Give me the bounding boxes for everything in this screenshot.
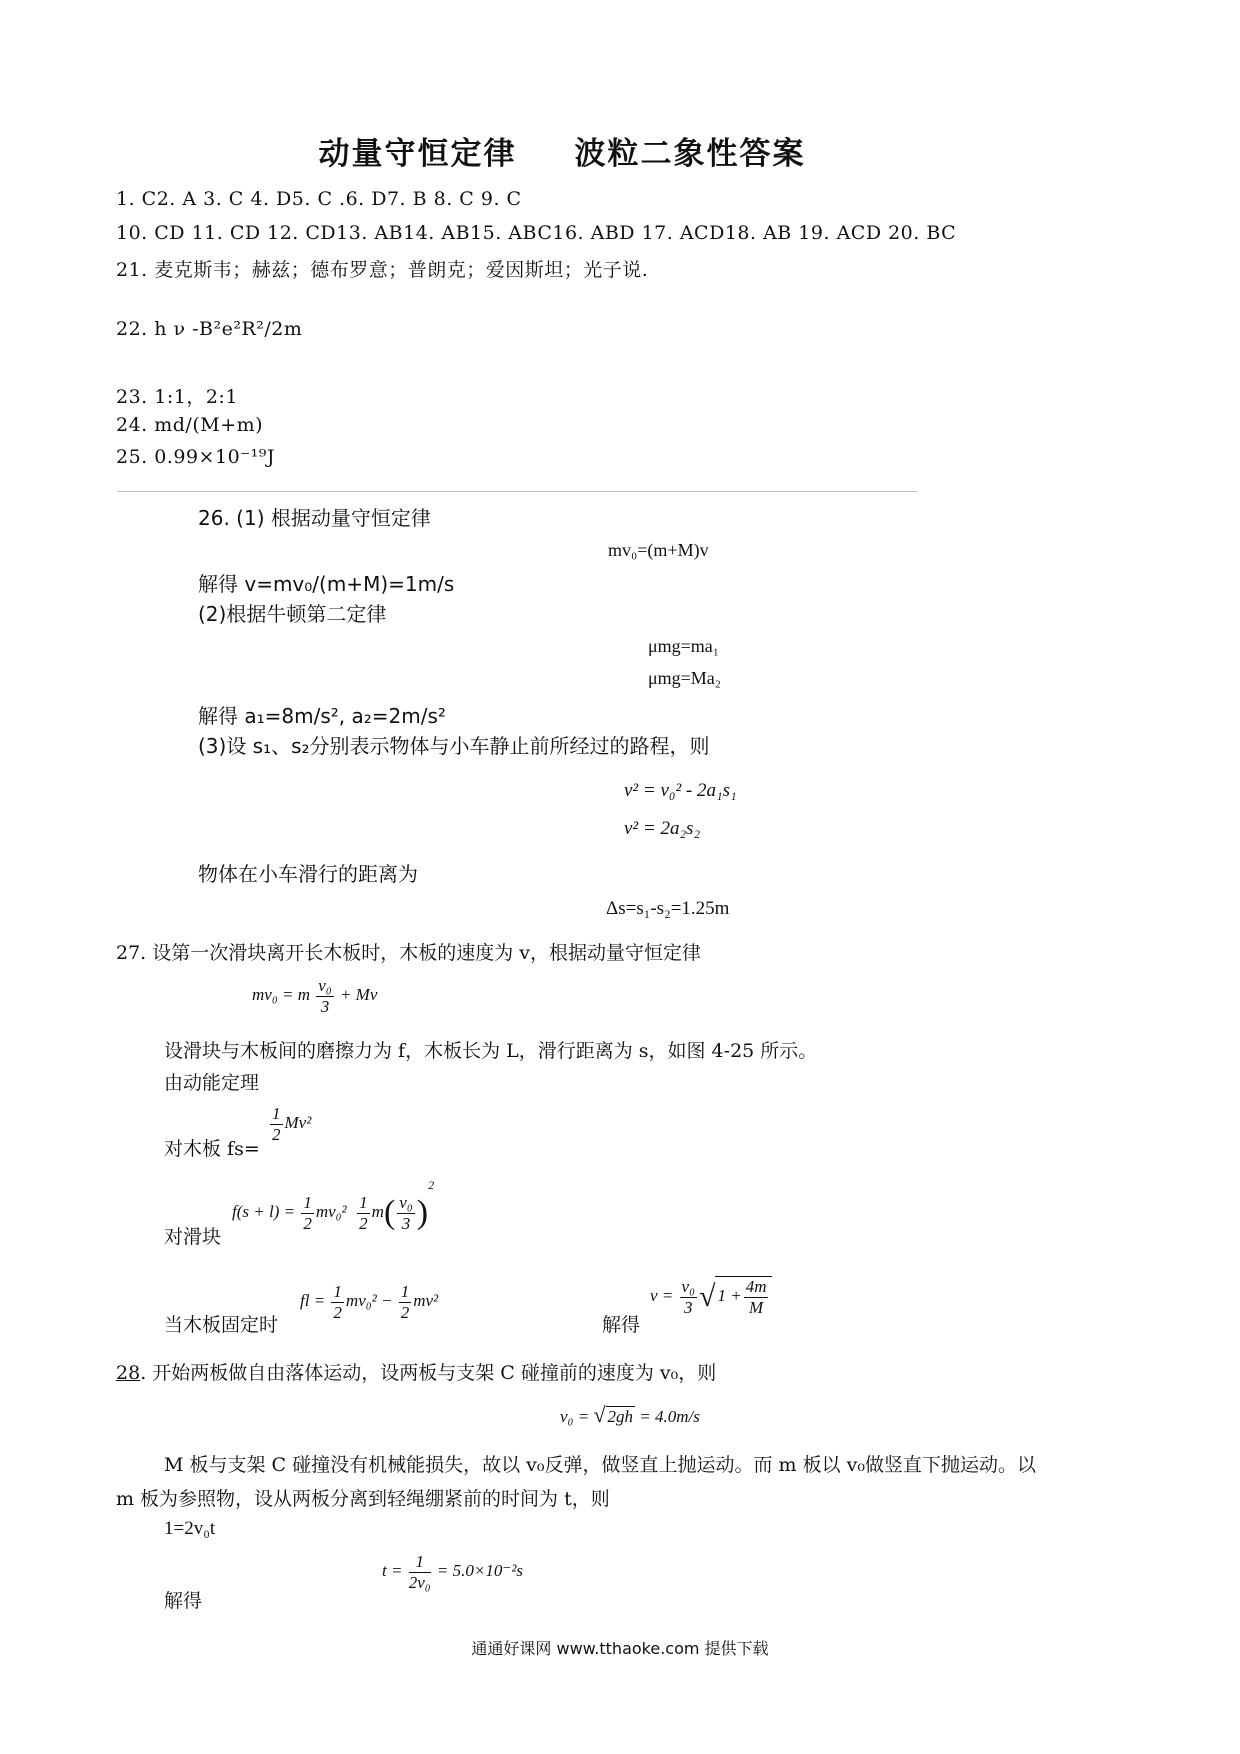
q26-eq4: v² = v₀² - 2a₁s₁ (624, 780, 737, 801)
q27-board-label: 对木板 fs= (164, 1138, 260, 1160)
q27-energy-theorem: 由动能定理 (164, 1072, 260, 1094)
q27-fixed-label: 当木板固定时 (164, 1314, 279, 1336)
q26-solve2: 解得 a₁=8m/s², a₂=2m/s² (198, 704, 446, 728)
q28-solve-label: 解得 (164, 1590, 203, 1612)
divider (117, 491, 917, 492)
answer-23: 23. 1:1，2:1 (116, 386, 238, 408)
q28-para2: m 板为参照物，设从两板分离到轻绳绷紧前的时间为 t，则 (116, 1488, 610, 1510)
q27-intro: 27. 设第一次滑块离开长木板时，木板的速度为 v，根据动量守恒定律 (116, 942, 702, 964)
q28-eq3: t = $\frac{1}{\text{2v₀}}$ = 5.0×10⁻²s (382, 1552, 524, 1592)
q26-part3: (3)设 s₁、s₂分别表示物体与小车静止前所经过的路程，则 (198, 734, 710, 758)
q26-eq1: mv₀=(m+M)v (608, 540, 709, 560)
q26-eq2: μmg=ma₁ (648, 636, 720, 656)
q28-para1: M 板与支架 C 碰撞没有机械能损失，故以 v₀反弹，做竖直上抛运动。而 m 板以 v₀做竖直下抛运动。以 (164, 1454, 1036, 1476)
q26-distance-text: 物体在小车滑行的距离为 (198, 862, 418, 886)
q26-eq5: v² = 2a₂s₂ (624, 818, 701, 839)
footer-credit: 通通好课网 www.tthaoke.com 提供下载 (471, 1639, 769, 1658)
answer-line-1: 1. C2. A 3. C 4. D5. C .6. D7. B 8. C 9. C (116, 188, 522, 210)
q26-part2: (2)根据牛顿第二定律 (198, 602, 387, 626)
q26-solve1: 解得 v=mv₀/(m+M)=1m/s (198, 572, 455, 596)
answer-22: 22. h ν -B²e²R²/2m (116, 318, 303, 340)
answer-25: 25. 0.99×10⁻¹⁹J (116, 446, 276, 468)
q26-eq3: μmg=Ma₂ (648, 668, 722, 688)
q27-eq1: mv₀ = m $\frac{\text{v₀}}{3}$ + Mv (252, 976, 378, 1016)
q27-eq2: $\frac{1}{2}$ Mv² (272, 1104, 312, 1144)
answer-line-2: 10. CD 11. CD 12. CD13. AB14. AB15. ABC16. ABD 17. ACD18. AB 19. ACD 20. BC (116, 222, 957, 244)
page-title (0, 128, 1124, 173)
q28-intro: 28. 开始两板做自由落体运动，设两板与支架 C 碰撞前的速度为 v₀，则 (116, 1362, 717, 1384)
answer-24: 24. md/(M+m) (116, 414, 264, 436)
title-part2: 波粒二象性答案 (574, 136, 806, 172)
q28-eq2: 1=2v₀t (164, 1518, 216, 1539)
q27-eq5: v = $\frac{\text{v₀}}{3}$ √ 1 + $\frac{4m}{M}$ (650, 1276, 772, 1317)
q27-solve-label: 解得 (602, 1314, 641, 1336)
q26-eq6: Δs=s₁-s₂=1.25m (606, 898, 730, 919)
q27-eq3: f(s + l) = $\frac{1}{2}$ mv₀² $\frac{1}{2}$ m( $\frac{\text{v₀}}{3}$ )$^2$ (232, 1178, 435, 1233)
answer-21: 21. 麦克斯韦；赫兹；德布罗意；普朗克；爱因斯坦；光子说. (116, 259, 649, 281)
q28-eq1: v₀ = √ 2gh = 4.0m/s (560, 1402, 700, 1427)
title-part1: 动量守恒定律 (318, 136, 517, 172)
q27-eq4: fl = $\frac{1}{2}$ mv₀² − $\frac{1}{2}$ mv² (300, 1282, 439, 1322)
q27-friction-text: 设滑块与木板间的磨擦力为 f，木板长为 L，滑行距离为 s，如图 4-25 所示。 (164, 1040, 818, 1062)
q26-part1: 26. (1) 根据动量守恒定律 (198, 506, 431, 530)
q27-slider-label: 对滑块 (164, 1226, 222, 1248)
